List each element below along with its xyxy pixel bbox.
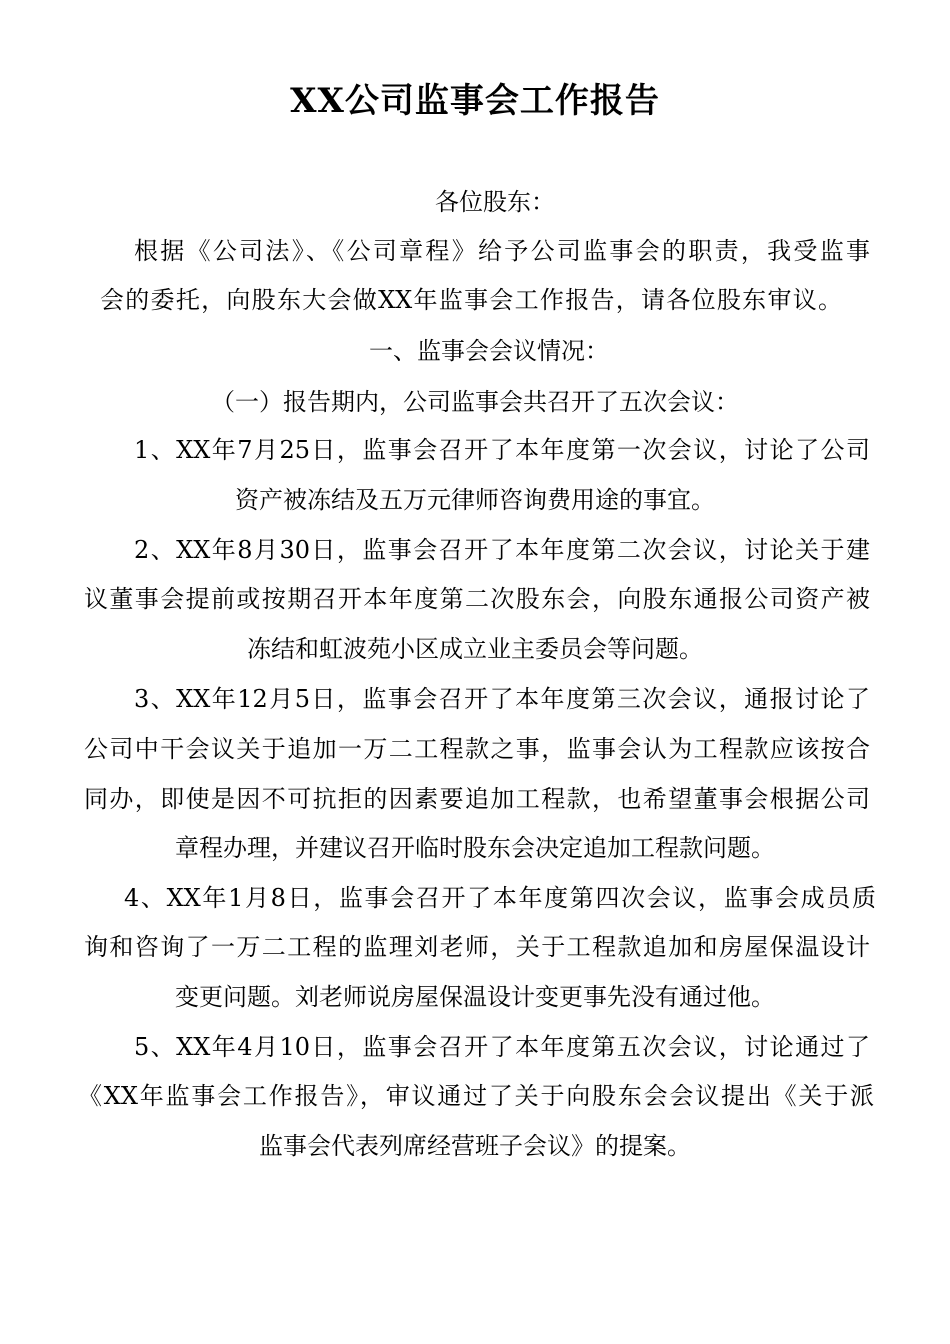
meeting-item-3-line-4: 章程办理，并建议召开临时股东会决定追加工程款问题。 xyxy=(175,834,775,862)
meeting-item-3-line-3: 同办，即使是因不可抗拒的因素要追加工程款，也希望董事会根据公司 xyxy=(84,785,870,813)
intro-line-2: 会的委托，向股东大会做XX年监事会工作报告，请各位股东审议。 xyxy=(100,286,842,314)
intro-line-1: 根据《公司法》、《公司章程》给予公司监事会的职责，我受监事 xyxy=(134,237,870,265)
subsection-heading: （一）报告期内，公司监事会共召开了五次会议： xyxy=(211,388,739,416)
document-title: XX公司监事会工作报告 xyxy=(290,81,660,121)
meeting-item-4-line-1: 4、XX年1月8日，监事会召开了本年度第四次会议，监事会成员质 xyxy=(124,884,876,912)
meeting-item-1-line-2: 资产被冻结及五万元律师咨询费用途的事宜。 xyxy=(235,486,715,514)
meeting-item-2-line-2: 议董事会提前或按期召开本年度第二次股东会，向股东通报公司资产被 xyxy=(84,585,870,613)
salutation: 各位股东： xyxy=(435,188,555,216)
meeting-item-3-line-1: 3、XX年12月5日，监事会召开了本年度第三次会议，通报讨论了 xyxy=(134,685,870,713)
meeting-item-3-line-2: 公司中干会议关于追加一万二工程款之事，监事会认为工程款应该按合 xyxy=(84,735,870,763)
meeting-item-1-line-1: 1、XX年7月25日，监事会召开了本年度第一次会议，讨论了公司 xyxy=(134,436,870,464)
meeting-item-5-line-3: 监事会代表列席经营班子会议》的提案。 xyxy=(259,1132,691,1160)
meeting-item-5-line-1: 5、XX年4月10日，监事会召开了本年度第五次会议，讨论通过了 xyxy=(134,1033,870,1061)
meeting-item-4-line-3: 变更问题。刘老师说房屋保温设计变更事先没有通过他。 xyxy=(175,983,775,1011)
section-heading: 一、监事会会议情况： xyxy=(369,337,609,365)
meeting-item-4-line-2: 询和咨询了一万二工程的监理刘老师，关于工程款追加和房屋保温设计 xyxy=(84,933,870,961)
meeting-item-5-line-2: 《XX年监事会工作报告》，审议通过了关于向股东会会议提出《关于派 xyxy=(78,1082,874,1110)
meeting-item-2-line-3: 冻结和虹波苑小区成立业主委员会等问题。 xyxy=(247,635,703,663)
meeting-item-2-line-1: 2、XX年8月30日，监事会召开了本年度第二次会议，讨论关于建 xyxy=(134,536,870,564)
